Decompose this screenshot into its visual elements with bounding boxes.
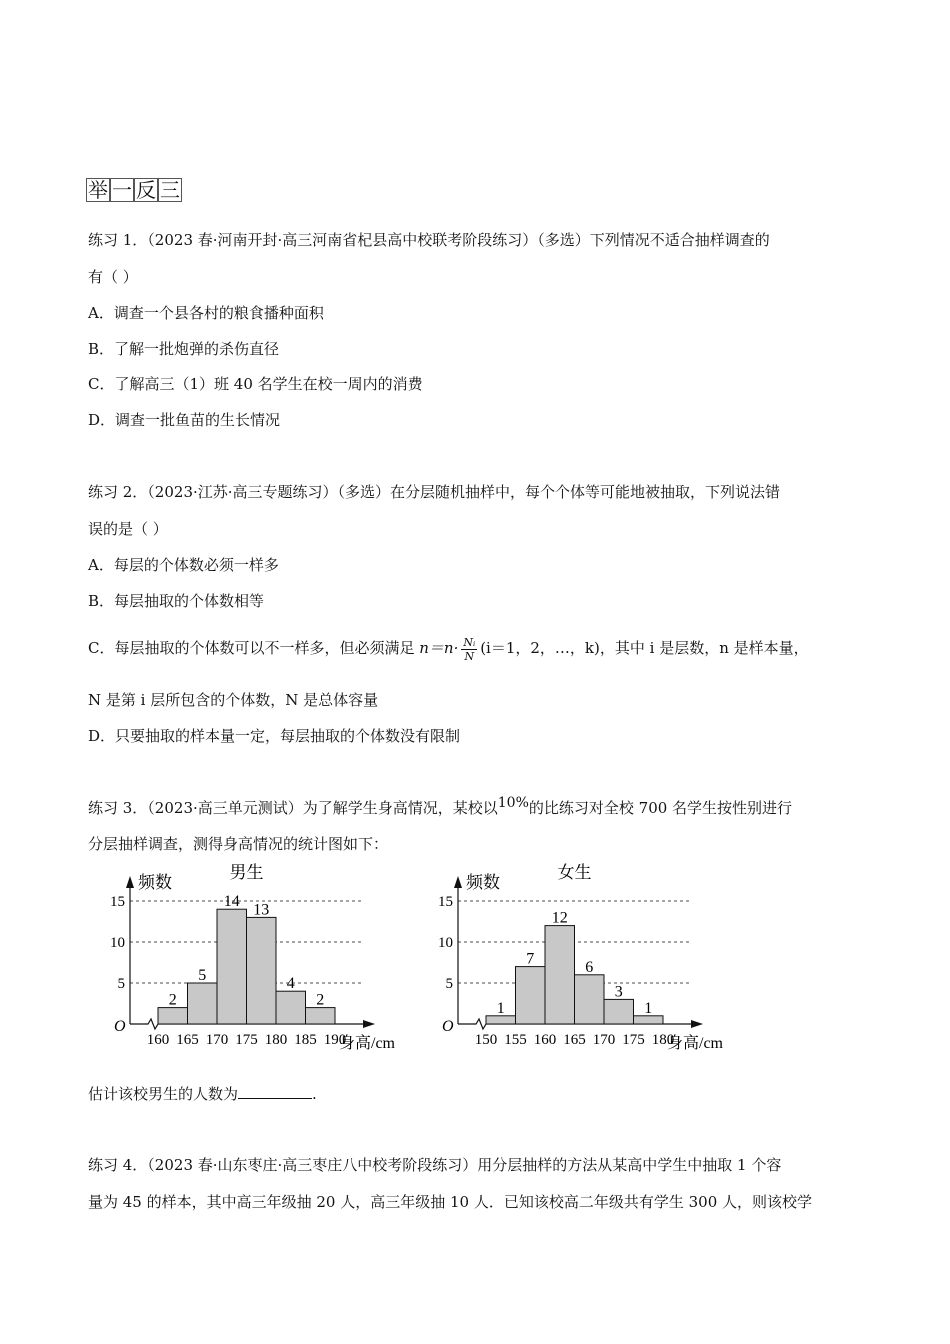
ex2-fraction-numerator: Nᵢ (463, 635, 476, 649)
ex2-option-d: D．只要抽取的样本量一定，每层抽取的个体数没有限制 (88, 727, 461, 745)
ex3-percent: 10% (497, 795, 529, 811)
x-tick-label: 165 (176, 1032, 199, 1048)
ex2-option-c (88, 628, 809, 668)
ex4-stem-line1: 练习 4．（2023 春·山东枣庄·高三枣庄八中校考阶段练习）用分层抽样的方法从某高中学生中抽取 1 个容 (88, 1156, 782, 1174)
bar-value-label: 14 (223, 893, 240, 911)
section-title-char: 三 (160, 178, 180, 202)
ex1-stem-line2: 有（ ） (88, 268, 138, 286)
ex1-option-c: C．了解高三（1）班 40 名学生在校一周内的消费 (88, 375, 423, 393)
ex2-option-c-post: (i＝1，2，…，k)，其中 i 是层数，n 是样本量， (480, 639, 809, 657)
ex3-question-text: 估计该校男生的人数为 (88, 1085, 239, 1103)
y-tick-label: 5 (117, 976, 125, 992)
x-tick-label: 175 (622, 1032, 645, 1048)
chart-title: 男生 (229, 863, 264, 882)
y-tick-label: 10 (110, 935, 125, 951)
section-title (86, 178, 182, 202)
ex2-formula-lhs: n＝n· (419, 639, 459, 657)
y-tick-label: 15 (110, 894, 125, 910)
y-tick-label: 5 (445, 976, 453, 992)
ex3-stem-line1 (88, 795, 793, 819)
x-tick-label: 165 (563, 1032, 586, 1048)
ex2-option-c-pre: C．每层抽取的个体数可以不一样多，但必须满足 (88, 639, 420, 657)
histogram-boys (104, 862, 424, 1052)
ex1-option-a: A．调查一个县各村的粮食播种面积 (88, 304, 324, 322)
bar-value-label: 13 (253, 901, 270, 919)
x-tick-label: 185 (294, 1032, 317, 1048)
section-title-char: 反 (136, 178, 156, 202)
ex3-stem-pre: 练习 3．（2023·高三单元测试）为了解学生身高情况，某校以 (88, 799, 498, 817)
x-tick-label: 170 (205, 1032, 229, 1048)
bar-value-label: 2 (168, 991, 177, 1009)
histogram-bar (217, 909, 247, 1024)
ex2-fraction (461, 636, 477, 663)
ex2-option-c-line2: N 是第 i 层所包含的个体数，N 是总体容量 (88, 691, 379, 709)
histogram-bar (545, 926, 575, 1024)
ex1-stem-line1: 练习 1．（2023 春·河南开封·高三河南省杞县高中校联考阶段练习）（多选）下列情况不适合抽样调查的 (88, 231, 770, 249)
y-axis-label: 频数 (466, 873, 500, 892)
bar-value-label: 1 (644, 999, 653, 1017)
x-axis-arrow-icon (363, 1020, 375, 1028)
y-axis-arrow-icon (454, 876, 462, 888)
ex2-fraction-denominator: N (464, 649, 475, 663)
section-title-char: 举 (88, 178, 108, 202)
ex3-question (88, 1084, 317, 1104)
histogram-bar (604, 999, 634, 1024)
histogram-girls (432, 862, 752, 1052)
bar-value-label: 1 (496, 999, 505, 1017)
y-axis-label: 频数 (138, 873, 172, 892)
x-axis-label: 身高/cm (667, 1035, 723, 1052)
ex2-stem-line1: 练习 2．（2023·江苏·高三专题练习）（多选）在分层随机抽样中，每个个体等可能地被抽取，下列说法错 (88, 483, 781, 501)
bar-value-label: 7 (526, 950, 535, 968)
x-axis-label: 身高/cm (339, 1035, 395, 1052)
ex1-option-b: B．了解一批炮弹的杀伤直径 (88, 340, 280, 358)
x-tick-label: 155 (504, 1032, 527, 1048)
x-tick-label: 180 (264, 1032, 288, 1048)
y-tick-label: 10 (438, 935, 453, 951)
ex2-stem-line2: 误的是（ ） (88, 520, 168, 538)
x-tick-label: 160 (533, 1032, 557, 1048)
x-axis-arrow-icon (691, 1020, 703, 1028)
y-tick-label: 15 (438, 894, 453, 910)
bar-value-label: 6 (585, 958, 594, 976)
histogram-bar (247, 917, 277, 1024)
histogram-bar (188, 983, 218, 1024)
histogram-bar (634, 1016, 664, 1024)
answer-blank (238, 1084, 312, 1099)
histogram-bar (158, 1008, 188, 1024)
ex2-option-b: B．每层抽取的个体数相等 (88, 592, 265, 610)
histogram-bar (516, 967, 546, 1024)
origin-label: O (114, 1018, 126, 1035)
chart-title: 女生 (557, 863, 592, 882)
histogram-bar (306, 1008, 336, 1024)
bar-value-label: 12 (551, 909, 568, 927)
histogram-bar (575, 975, 605, 1024)
x-tick-label: 180 (651, 1032, 675, 1048)
section-title-char: 一 (112, 178, 132, 202)
ex1-option-d: D．调查一批鱼苗的生长情况 (88, 411, 281, 429)
origin-label: O (442, 1018, 454, 1035)
bar-value-label: 2 (316, 991, 325, 1009)
ex3-stem-line2: 分层抽样调查，测得身高情况的统计图如下： (88, 835, 389, 853)
x-tick-label: 170 (592, 1032, 616, 1048)
bar-value-label: 4 (286, 975, 295, 993)
histogram-bar (276, 991, 306, 1024)
x-tick-label: 150 (474, 1032, 498, 1048)
x-tick-label: 190 (323, 1032, 347, 1048)
ex4-stem-line2: 量为 45 的样本，其中高三年级抽 20 人，高三年级抽 10 人．已知该校高二年级共有学生 300 人，则该校学 (88, 1193, 813, 1211)
bar-value-label: 5 (198, 967, 207, 984)
histogram-bar (486, 1016, 516, 1024)
x-tick-label: 175 (235, 1032, 258, 1048)
ex3-question-end: . (312, 1085, 317, 1103)
y-axis-arrow-icon (126, 876, 134, 888)
bar-value-label: 3 (614, 983, 623, 1001)
ex3-stem-post: 的比练习对全校 700 名学生按性别进行 (528, 799, 793, 817)
x-tick-label: 160 (146, 1032, 170, 1048)
ex2-option-a: A．每层的个体数必须一样多 (88, 556, 279, 574)
